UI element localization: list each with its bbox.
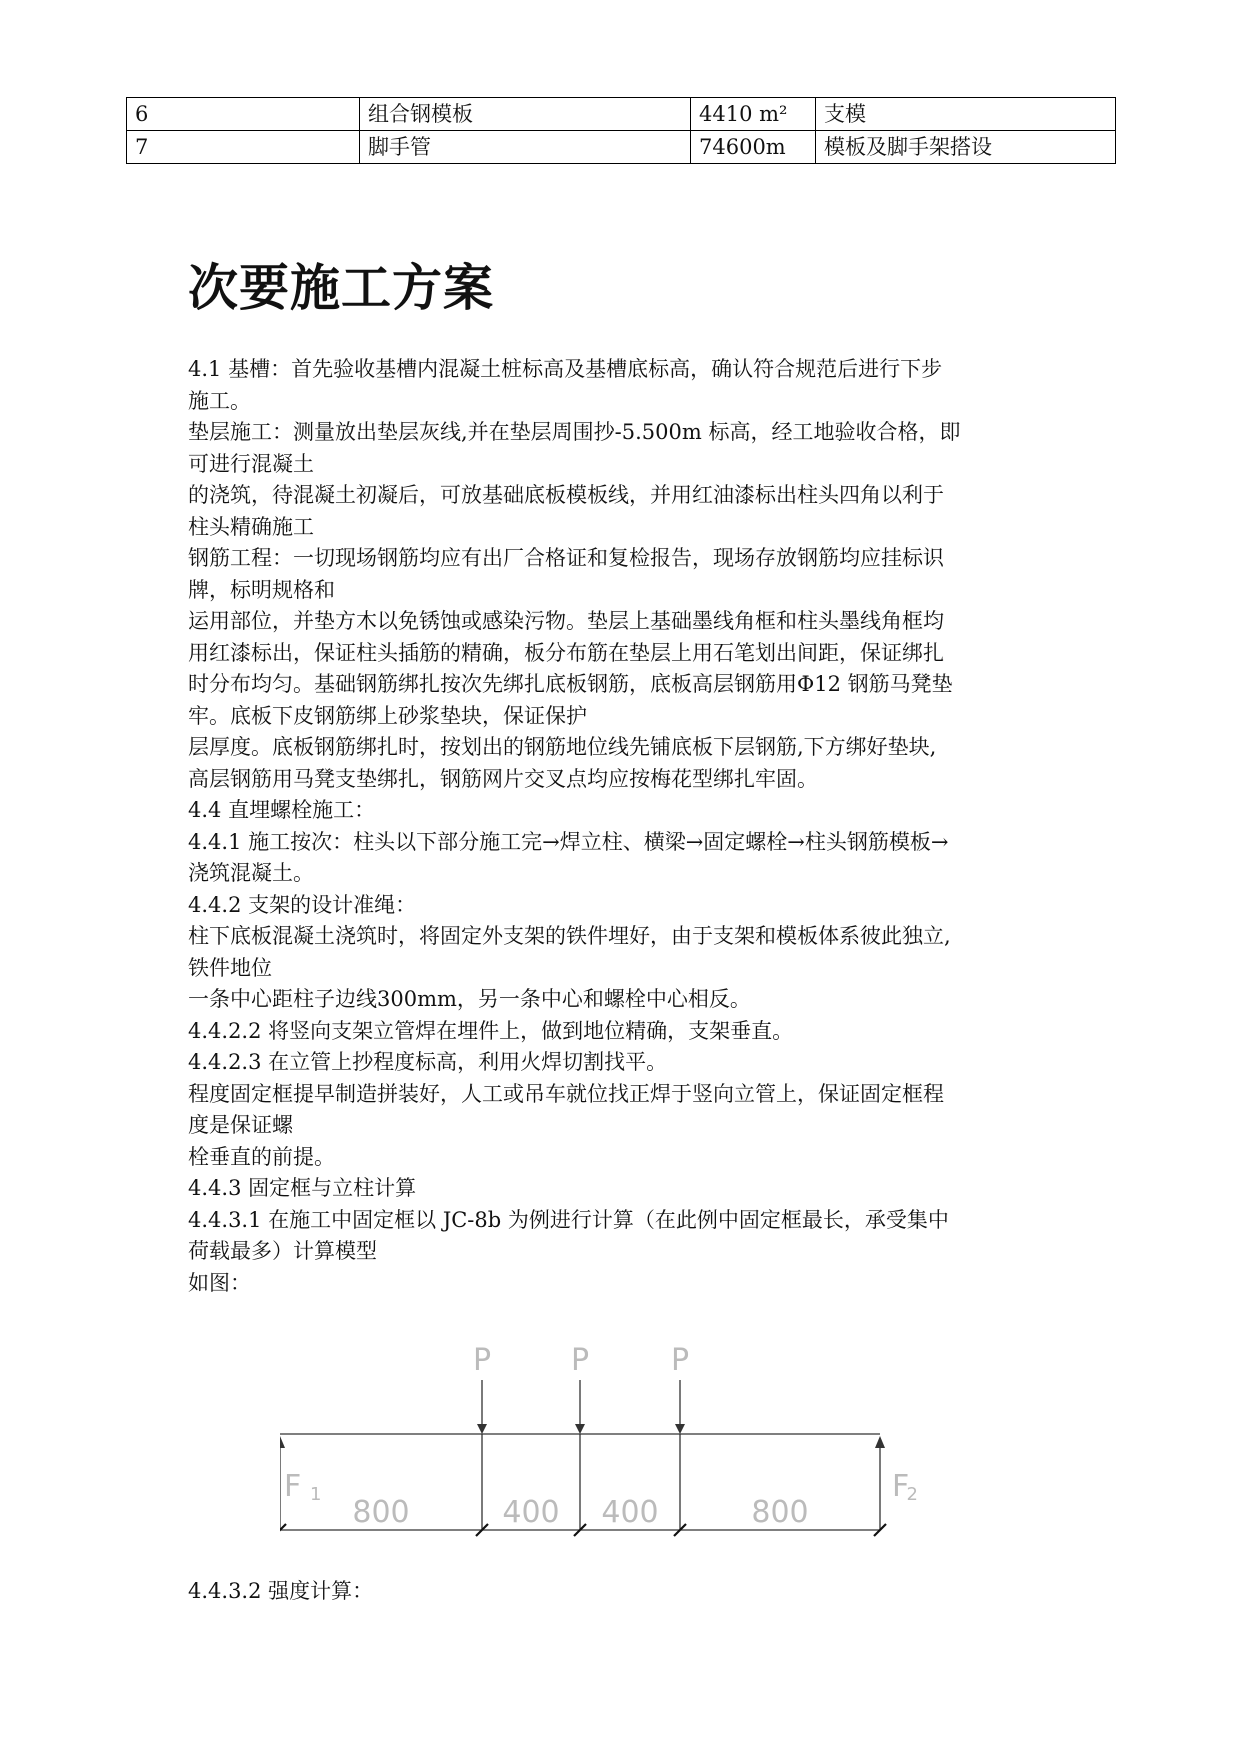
text-line: 牌，标明规格和 [188, 577, 335, 602]
material-use: 支模 [816, 98, 1116, 131]
text-line: 4.4.3.1 在施工中固定框以 JC-8b 为例进行计算（在此例中固定框最长，承受集中 [188, 1207, 949, 1232]
text-line: 垫层施工：测量放出垫层灰线,并在垫层周围抄-5.500m 标高，经工地验收合格，即 [188, 420, 961, 444]
text-line: 高层钢筋用马凳支垫绑扎，钢筋网片交叉点均应按梅花型绑扎牢固。 [188, 766, 818, 791]
text-line: 层厚度。底板钢筋绑扎时，按划出的钢筋地位线先铺底板下层钢筋,下方绑好垫块, [188, 735, 937, 759]
text-line: 浇筑混凝土。 [188, 861, 314, 885]
material-name: 组合钢模板 [360, 98, 691, 131]
text-line: 铁件地位 [188, 955, 272, 980]
load-label: P [670, 1343, 690, 1378]
reaction-label: F [284, 1469, 302, 1504]
row-number: 7 [127, 131, 360, 164]
reaction-subscript: 1 [310, 1484, 322, 1505]
span-label: 800 [751, 1495, 809, 1530]
text-line: 用红漆标出，保证柱头插筋的精确，板分布筋在垫层上用石笔划出间距，保证绑扎 [188, 640, 944, 665]
body-text [188, 354, 1108, 1299]
load-label: P [570, 1343, 590, 1378]
load-label: P [472, 1343, 492, 1378]
beam-load-diagram [280, 1330, 920, 1550]
text-line: 栓垂直的前提。 [188, 1144, 335, 1169]
text-line: 度是保证螺 [188, 1113, 293, 1137]
span-label: 400 [502, 1495, 560, 1530]
reaction-label: F [892, 1469, 910, 1504]
reaction-subscript: 2 [906, 1484, 918, 1505]
text-line: 4.4.3 固定框与立柱计算 [188, 1176, 417, 1200]
text-line: 一条中心距柱子边线300mm，另一条中心和螺栓中心相反。 [188, 987, 751, 1011]
span-label: 400 [601, 1495, 659, 1530]
text-line: 程度固定框提早制造拼装好，人工或吊车就位找正焊于竖向立管上，保证固定框程 [188, 1081, 944, 1106]
text-line: 4.4 直埋螺栓施工： [188, 798, 376, 822]
material-quantity: 74600m [691, 131, 816, 164]
section-title: 次要施工方案 [188, 259, 494, 317]
text-line: 牢。底板下皮钢筋绑上砂浆垫块，保证保护 [188, 703, 587, 728]
text-line: 时分布均匀。基础钢筋绑扎按次先绑扎底板钢筋，底板高层钢筋用Φ12 钢筋马凳垫 [188, 672, 953, 696]
text-line: 4.4.2.3 在立管上抄程度标高，利用火焊切割找平。 [188, 1050, 668, 1074]
materials-table [126, 97, 1116, 164]
table-row [127, 131, 1116, 164]
text-line: 如图： [188, 1270, 251, 1295]
span-label: 800 [352, 1495, 410, 1530]
text-line: 4.4.3.2 强度计算： [188, 1579, 374, 1603]
text-line: 施工。 [188, 388, 251, 413]
text-line: 4.4.2.2 将竖向支架立管焊在埋件上，做到地位精确，支架垂直。 [188, 1018, 794, 1043]
table-row [127, 98, 1116, 131]
text-line: 运用部位，并垫方木以免锈蚀或感染污物。垫层上基础墨线角框和柱头墨线角框均 [188, 609, 944, 633]
text-line: 柱头精确施工 [188, 514, 314, 539]
text-line: 柱下底板混凝土浇筑时，将固定外支架的铁件埋好，由于支架和模板体系彼此独立, [188, 924, 951, 948]
material-name: 脚手管 [360, 131, 691, 164]
text-line: 4.4.1 施工按次：柱头以下部分施工完→焊立柱、横梁→固定螺栓→柱头钢筋模板→ [188, 829, 949, 854]
text-line: 钢筋工程：一切现场钢筋均应有出厂合格证和复检报告，现场存放钢筋均应挂标识 [188, 546, 944, 570]
text-line: 的浇筑，待混凝土初凝后，可放基础底板模板线，并用红油漆标出柱头四角以利于 [188, 483, 944, 507]
text-line: 4.4.2 支架的设计准绳： [188, 892, 417, 917]
material-use: 模板及脚手架搭设 [816, 131, 1116, 164]
load-arrows [477, 1380, 685, 1434]
material-quantity: 4410 m² [691, 98, 816, 131]
text-line: 荷载最多）计算模型 [188, 1239, 377, 1263]
row-number: 6 [127, 98, 360, 131]
text-line: 可进行混凝土 [188, 451, 314, 476]
text-line: 4.1 基槽：首先验收基槽内混凝土桩标高及基槽底标高，确认符合规范后进行下步 [188, 357, 943, 381]
